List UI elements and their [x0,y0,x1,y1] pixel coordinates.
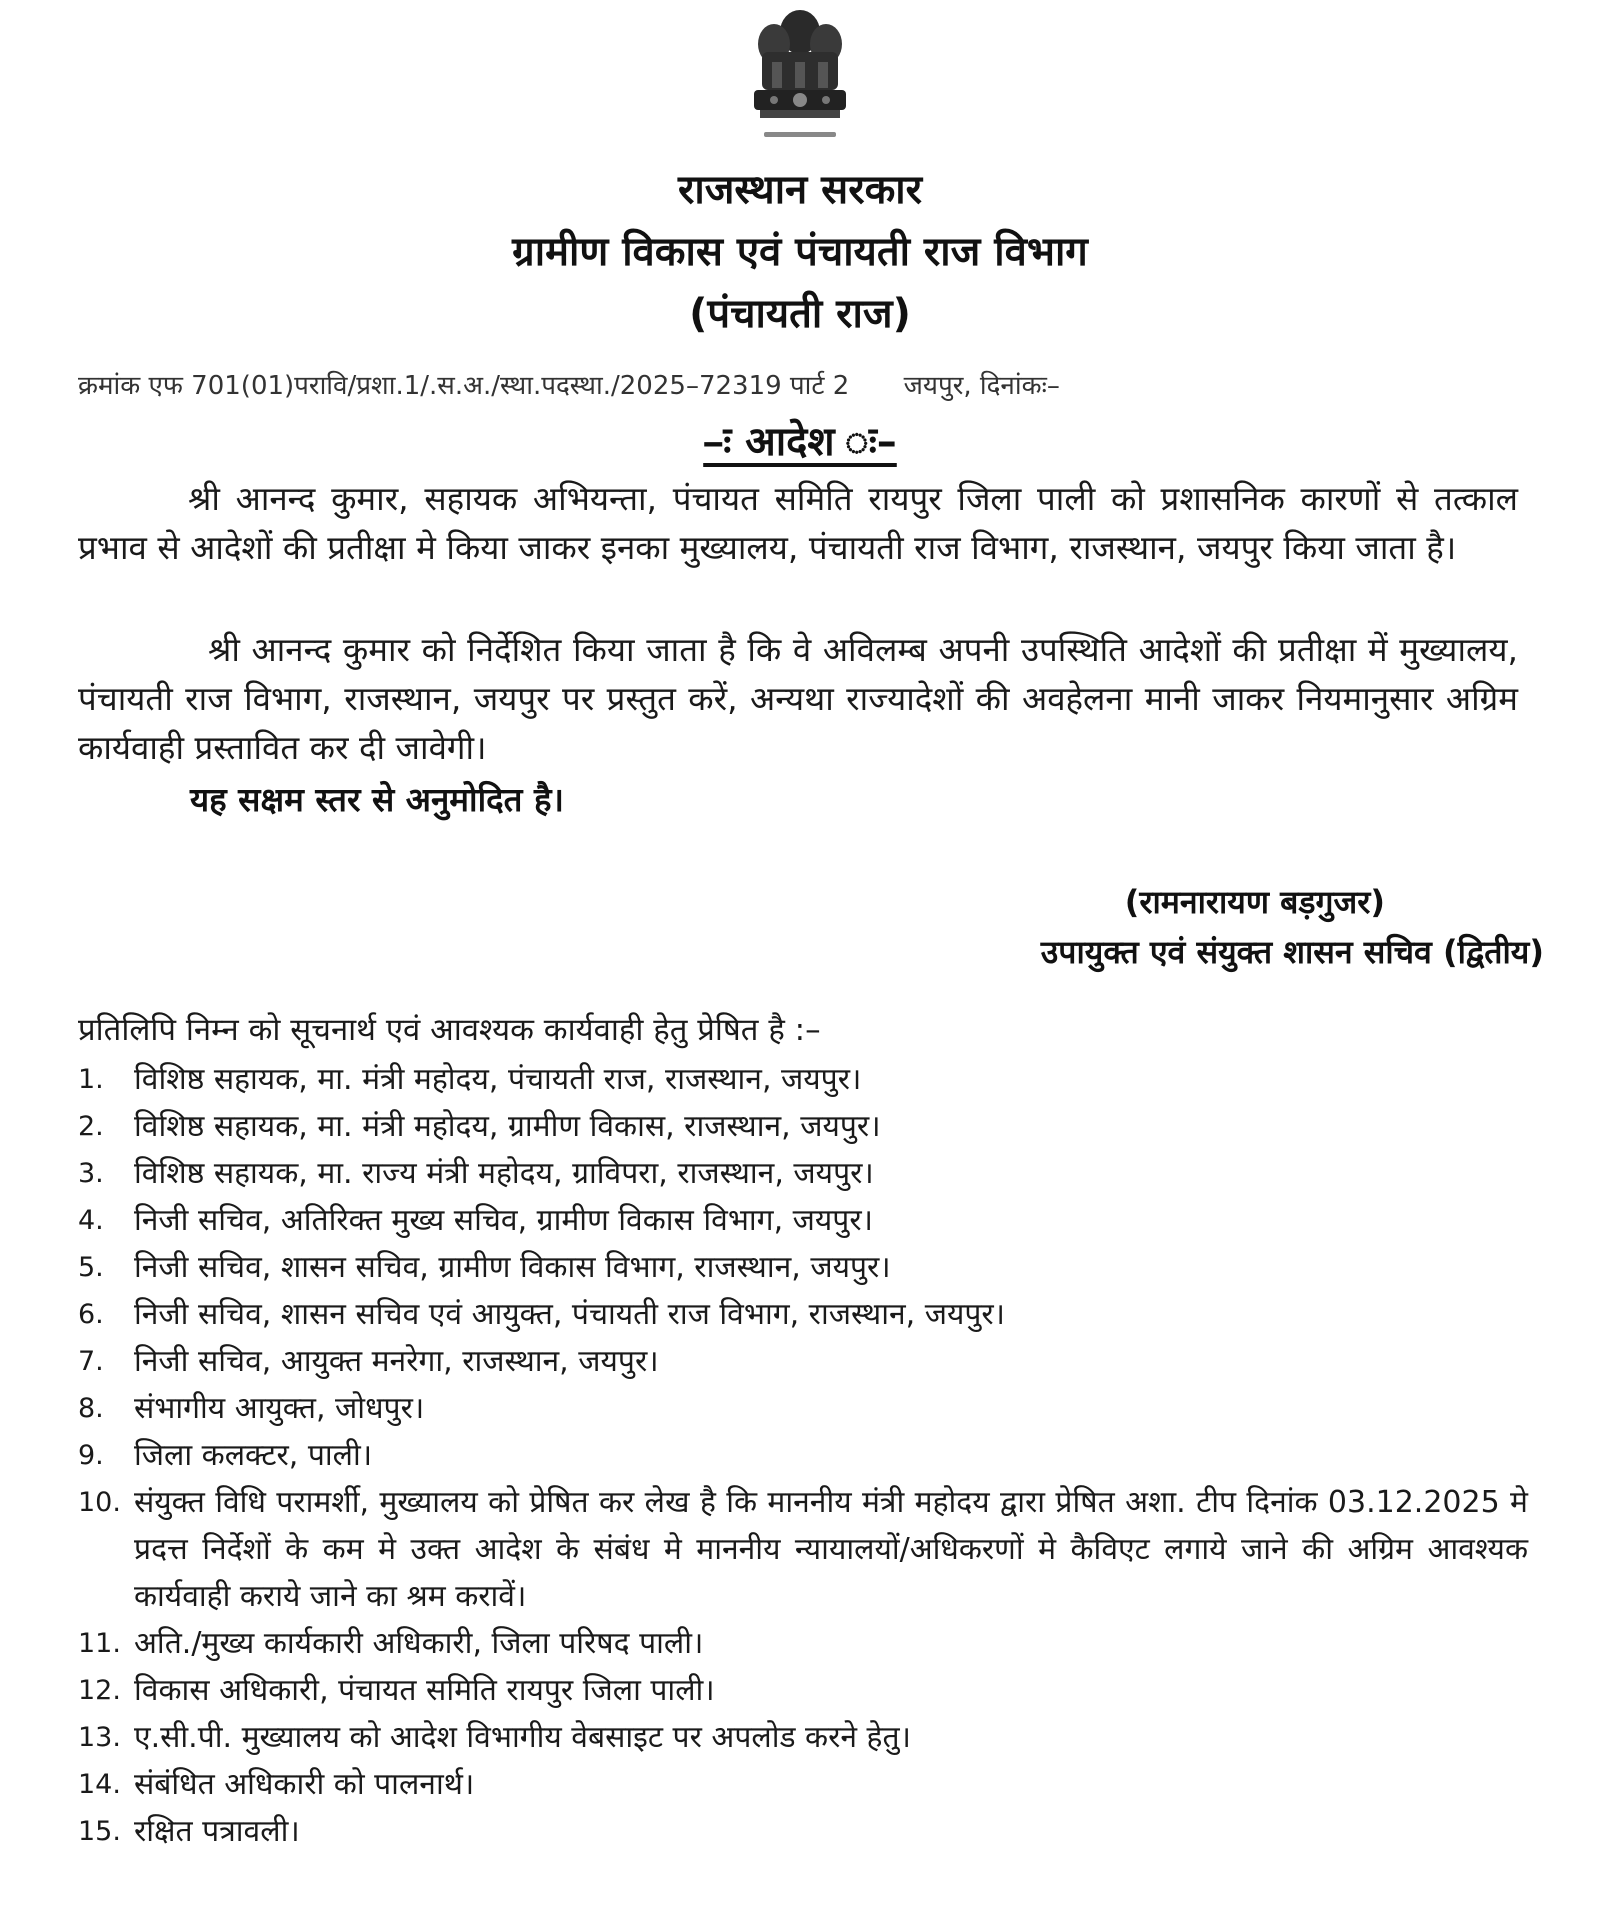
list-item-number: 13. [78,1722,121,1753]
list-item [78,1479,1528,1620]
list-item-text: विकास अधिकारी, पंचायत समिति रायपुर जिला पाली। [134,1673,715,1708]
signatory-name: (रामनारायण बड़गुजर) [1124,883,1385,921]
list-item-number: 3. [78,1158,104,1189]
list-item-number: 9. [78,1440,104,1471]
list-item-text: विशिष्ठ सहायक, मा. राज्य मंत्री महोदय, ग्राविपरा, राजस्थान, जयपुर। [134,1156,874,1191]
list-item-number: 4. [78,1205,104,1236]
list-item [78,1338,1528,1385]
list-item [78,1667,1528,1714]
list-item [78,1714,1528,1761]
list-item [78,1385,1528,1432]
list-item [78,1620,1528,1667]
list-item-number: 1. [78,1064,104,1095]
sub-department-name: (पंचायती राज) [689,291,911,337]
list-item-text: निजी सचिव, अतिरिक्त मुख्य सचिव, ग्रामीण विकास विभाग, जयपुर। [134,1203,873,1238]
list-item-text: जिला कलक्टर, पाली। [134,1438,373,1473]
order-paragraph-2: श्री आनन्द कुमार को निर्देशित किया जाता है कि वे अविलम्ब अपनी उपस्थिति आदेशों की प्रतीक्षा में मुख्यालय, पंचायती राज विभाग, राजस्थान, जयपुर पर प्रस्तुत करें, अन्यथा राज्यादेशों की अवहेलना मानी जाकर नियमानुसार अग्रिम कार्यवाही प्रस्तावित कर दी जावेगी। [78,630,1518,767]
list-item-text: संबंधित अधिकारी को पालनार्थ। [134,1767,475,1802]
approval-statement: यह सक्षम स्तर से अनुमोदित है। [190,780,564,819]
list-item [78,1808,1528,1855]
government-name: राजस्थान सरकार [677,167,923,213]
list-item-text: निजी सचिव, शासन सचिव एवं आयुक्त, पंचायती राज विभाग, राजस्थान, जयपुर। [134,1297,1006,1332]
copy-to-list [78,1056,1528,1855]
list-item-number: 15. [78,1816,121,1847]
list-item [78,1291,1528,1338]
list-item-text: रक्षित पत्रावली। [134,1814,300,1849]
list-item-number: 11. [78,1628,121,1659]
list-item [78,1056,1528,1103]
order-paragraph-1: श्री आनन्द कुमार, सहायक अभियन्ता, पंचायत समिति रायपुर जिला पाली को प्रशासनिक कारणों से तत्काल प्रभाव से आदेशों की प्रतीक्षा मे किया जाकर इनका मुख्यालय, पंचायती राज विभाग, राजस्थान, जयपुर किया जाता है। [78,479,1518,567]
list-item [78,1197,1528,1244]
national-emblem-icon [744,4,856,156]
list-item [78,1244,1528,1291]
list-item-text: संभागीय आयुक्त, जोधपुर। [134,1391,425,1426]
list-item-number: 2. [78,1111,104,1142]
order-title [0,412,1600,467]
reference-number: क्रमांक एफ 701(01)परावि/प्रशा.1/.स.अ./स्था.पदस्था./2025–72319 पार्ट 2 [78,371,850,401]
list-item-text: विशिष्ठ सहायक, मा. मंत्री महोदय, ग्रामीण विकास, राजस्थान, जयपुर। [134,1109,881,1144]
list-item [78,1761,1528,1808]
list-item-text: अति./मुख्य कार्यकारी अधिकारी, जिला परिषद पाली। [134,1626,704,1661]
list-item-number: 12. [78,1675,121,1706]
list-item-number: 8. [78,1393,104,1424]
list-item-text: निजी सचिव, शासन सचिव, ग्रामीण विकास विभाग, राजस्थान, जयपुर। [134,1250,891,1285]
list-item [78,1103,1528,1150]
list-item-text: विशिष्ठ सहायक, मा. मंत्री महोदय, पंचायती राज, राजस्थान, जयपुर। [134,1062,862,1097]
list-item [78,1432,1528,1479]
place-date: जयपुर, दिनांकः– [903,371,1060,401]
list-item [78,1150,1528,1197]
list-item-number: 10. [78,1487,121,1518]
list-item-text: निजी सचिव, आयुक्त मनरेगा, राजस्थान, जयपुर। [134,1344,659,1379]
list-item-text: संयुक्त विधि परामर्शी, मुख्यालय को प्रेषित कर लेख है कि माननीय मंत्री महोदय द्वारा प्रेषित अशा. टीप दिनांक 03.12.2025 मे प्रदत्त निर्देशों के कम मे उक्त आदेश के संबंध मे माननीय न्यायालयों/अधिकरणों मे कैविएट लगाये जाने की अग्रिम आवश्यक कार्यवाही कराये जाने का श्रम करावें। [134,1485,1528,1614]
signatory-designation: उपायुक्त एवं संयुक्त शासन सचिव (द्वितीय) [1040,933,1544,971]
department-name: ग्रामीण विकास एवं पंचायती राज विभाग [512,229,1088,275]
list-item-number: 5. [78,1252,104,1283]
reference-line [78,366,1060,402]
list-item-text: ए.सी.पी. मुख्यालय को आदेश विभागीय वेबसाइट पर अपलोड करने हेतु। [134,1720,911,1755]
list-item-number: 6. [78,1299,104,1330]
list-item-number: 14. [78,1769,121,1800]
list-item-number: 7. [78,1346,104,1377]
order-title-text: –ः आदेश ः– [703,419,897,465]
copy-to-intro: प्रतिलिपि निम्न को सूचनार्थ एवं आवश्यक कार्यवाही हेतु प्रेषित है :– [78,1012,821,1048]
